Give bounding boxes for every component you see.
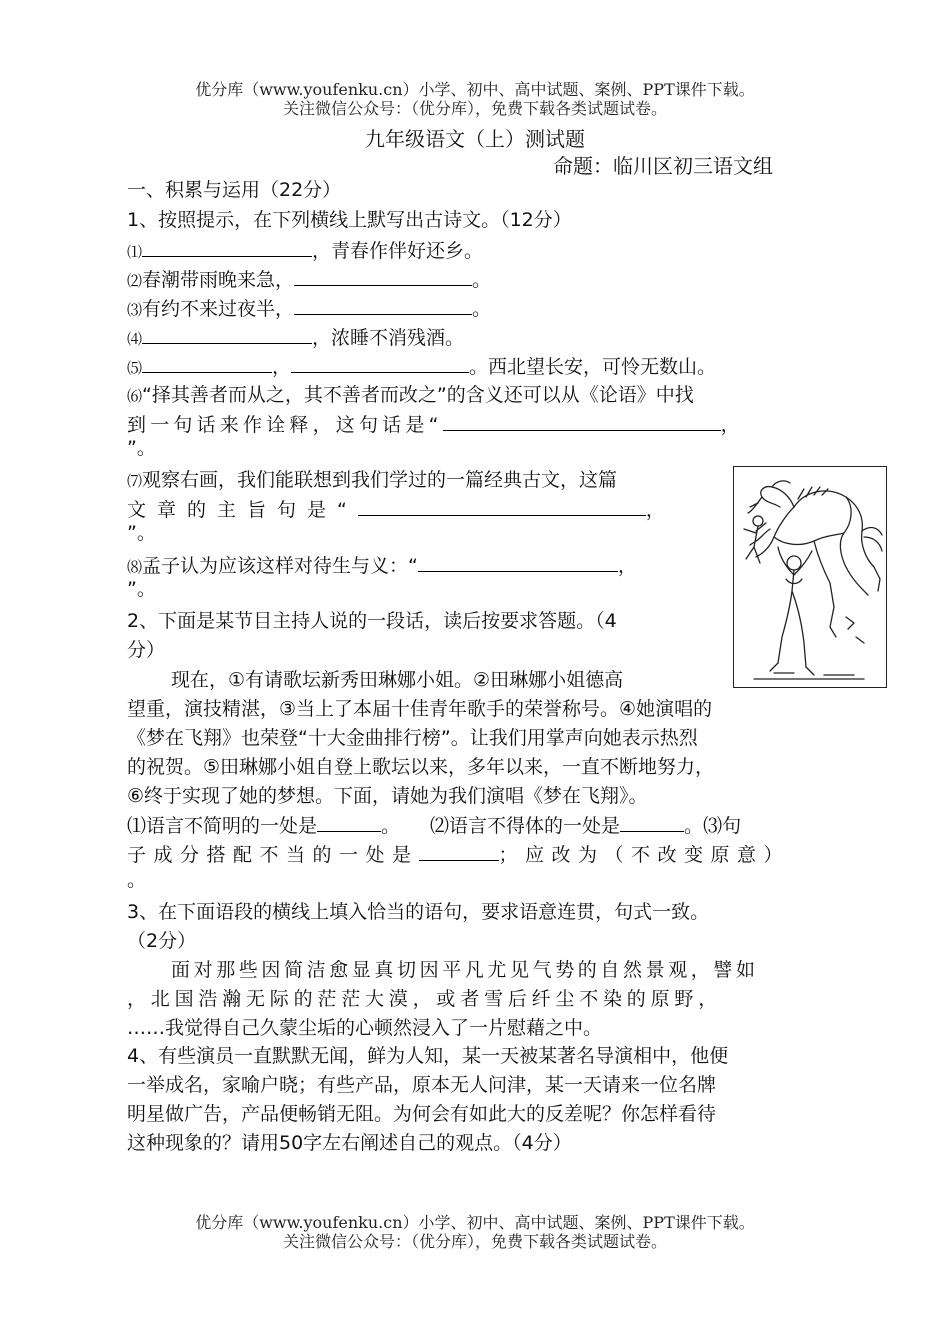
footer-line-1: 优分库（www.youfenku.cn）小学、初中、高中试题、案例、PPT课件下载。: [195, 1213, 755, 1232]
footer-line-2: 关注微信公众号：（优分库），免费下载各类试题试卷。: [282, 1232, 667, 1251]
item-text: ，青春作伴好还乡。: [312, 240, 484, 262]
item-comma: ，: [720, 414, 744, 436]
q4-line-1: 4、有些演员一直默默无闻，鲜为人知，某一天被某著名导演相中，他便: [127, 1045, 729, 1067]
item-text: ，: [272, 356, 292, 378]
header-line-2: 关注微信公众号：（优分库），免费下载各类试题试卷。: [282, 99, 667, 118]
q2-passage-line-3: 《梦在飞翔》也荣登“十大金曲排行榜”。让我们用掌声向她表示热烈: [127, 727, 698, 749]
q1-item-4: [127, 323, 464, 353]
q2-passage-line-5: ⑥终于实现了她的梦想。下面，请她为我们演唱《梦在飞翔》。: [127, 785, 648, 807]
q4-line-3: 明星做广告，产品便畅销无阻。为何会有如此大的反差呢？你怎样看待: [127, 1103, 717, 1125]
author-line: 命题：临川区初三语文组: [553, 154, 773, 178]
q1-stem: 1、按照提示，在下列横线上默写出古诗文。（12分）: [127, 209, 572, 231]
item-text: 。西北望长安，可怜无数山。: [469, 356, 717, 378]
q3-passage-line-2: ，北国浩瀚无际的茫茫大漠，或者雪后纤尘不染的原野，: [127, 988, 723, 1010]
item-number: ⑺: [127, 472, 143, 490]
q1-item-5: [127, 352, 716, 382]
item-text: 有约不来过夜半，: [142, 298, 295, 320]
q1-item-7-line2: [127, 495, 676, 524]
item-comma: ，: [645, 499, 676, 521]
q3-passage-line-1: 面对那些因简洁愈显真切因平凡尤见气势的自然景观，譬如: [171, 959, 759, 981]
q1-item-6-close: ”。: [127, 437, 156, 459]
q1-item-6-line2: [127, 410, 744, 439]
q1-item-6: [127, 381, 694, 410]
q1-item-7: [127, 466, 617, 495]
q2-a5-text: ；应改为（不改变原意）: [498, 844, 791, 866]
q4-line-2: 一举成名，家喻户晓；有些产品，原本无人问津，某一天请来一位名牌: [127, 1074, 717, 1096]
q2-passage-line-1: 现在，①有请歌坛新秀田琳娜小姐。②田琳娜小姐德高: [171, 669, 624, 691]
q2-stem-2: 分）: [127, 639, 166, 661]
q2-answers-line2: [127, 840, 790, 869]
q2-a2-end: 。: [684, 815, 704, 837]
answer-blank[interactable]: [294, 294, 472, 315]
item-number: ⑴: [127, 243, 143, 261]
item-text: 观察右画，我们能联想到我们学过的一篇经典古文，这篇: [142, 469, 618, 491]
item-end: 。: [472, 269, 492, 291]
answer-blank[interactable]: [294, 265, 472, 286]
answer-blank[interactable]: [291, 352, 469, 373]
answer-blank[interactable]: [418, 551, 618, 572]
item-number: ⑹: [127, 387, 143, 405]
item-text: ，浓睡不消残酒。: [312, 327, 465, 349]
q1-item-8-close: ”。: [127, 578, 156, 600]
item-text: 文章的主旨句是“: [127, 499, 358, 521]
q2-stem: 2、下面是某节目主持人说的一段话，读后按要求答题。（4: [127, 610, 617, 632]
q3-stem: 3、在下面语段的横线上填入恰当的语句，要求语意连贯，句式一致。: [127, 901, 710, 923]
horse-illustration: [733, 466, 887, 688]
q2-a4-text: 子成分搭配不当的一处是: [127, 844, 419, 866]
q2-a2-text: ⑵语言不得体的一处是: [430, 815, 621, 837]
q1-item-7-close: ”。: [127, 522, 156, 544]
q2-passage-line-4: 的祝贺。⑤田琳娜小姐自登上歌坛以来，多年以来，一直不断地努力，: [127, 756, 715, 778]
q3-passage-line-3: ……我觉得自己久蒙尘垢的心顿然浸入了一片慰藉之中。: [127, 1017, 603, 1039]
answer-blank[interactable]: [358, 495, 646, 516]
answer-blank[interactable]: [620, 811, 684, 832]
q3-stem-2: （2分）: [127, 930, 197, 952]
item-text: “择其善者而从之，其不善者而改之”的含义还可以从《论语》中找: [142, 384, 694, 406]
item-number: ⑶: [127, 301, 143, 319]
item-text: 到一句话来作诠释，这句话是“: [127, 414, 443, 436]
item-text: 春潮带雨晚来急，: [142, 269, 295, 291]
item-number: ⑷: [127, 330, 143, 348]
q4-line-4: 这种现象的？请用50字左右阐述自己的观点。（4分）: [127, 1132, 572, 1154]
q2-a1-text: ⑴语言不简明的一处是: [127, 815, 318, 837]
item-number: ⑸: [127, 359, 143, 377]
q1-item-8: [127, 551, 637, 581]
item-number: ⑻: [127, 558, 143, 576]
answer-blank[interactable]: [142, 323, 312, 344]
q1-item-1: [127, 236, 483, 266]
item-end: 。: [472, 298, 492, 320]
q1-item-2: [127, 265, 491, 295]
page-title: 九年级语文（上）测试题: [365, 127, 585, 151]
header-line-1: 优分库（www.youfenku.cn）小学、初中、高中试题、案例、PPT课件下载。: [195, 80, 755, 99]
answer-blank[interactable]: [419, 840, 499, 861]
answer-blank[interactable]: [443, 410, 721, 431]
item-text: 孟子认为应该这样对待生与义：“: [142, 555, 418, 577]
q2-answers-end: 。: [127, 869, 147, 891]
q2-a1-end: 。: [381, 815, 401, 837]
q2-passage-line-2: 望重，演技精湛，③当上了本届十佳青年歌手的荣誉称号。④她演唱的: [127, 698, 713, 720]
answer-blank[interactable]: [142, 236, 312, 257]
item-comma: ，: [617, 555, 637, 577]
q2-a3-text: ⑶句: [703, 815, 742, 837]
answer-blank[interactable]: [142, 352, 272, 373]
q2-answers: [127, 811, 741, 840]
q1-item-3: [127, 294, 491, 324]
item-number: ⑵: [127, 272, 143, 290]
section-heading: 一、积累与运用（22分）: [127, 179, 342, 201]
answer-blank[interactable]: [317, 811, 381, 832]
horse-sketch-icon: [734, 467, 886, 687]
